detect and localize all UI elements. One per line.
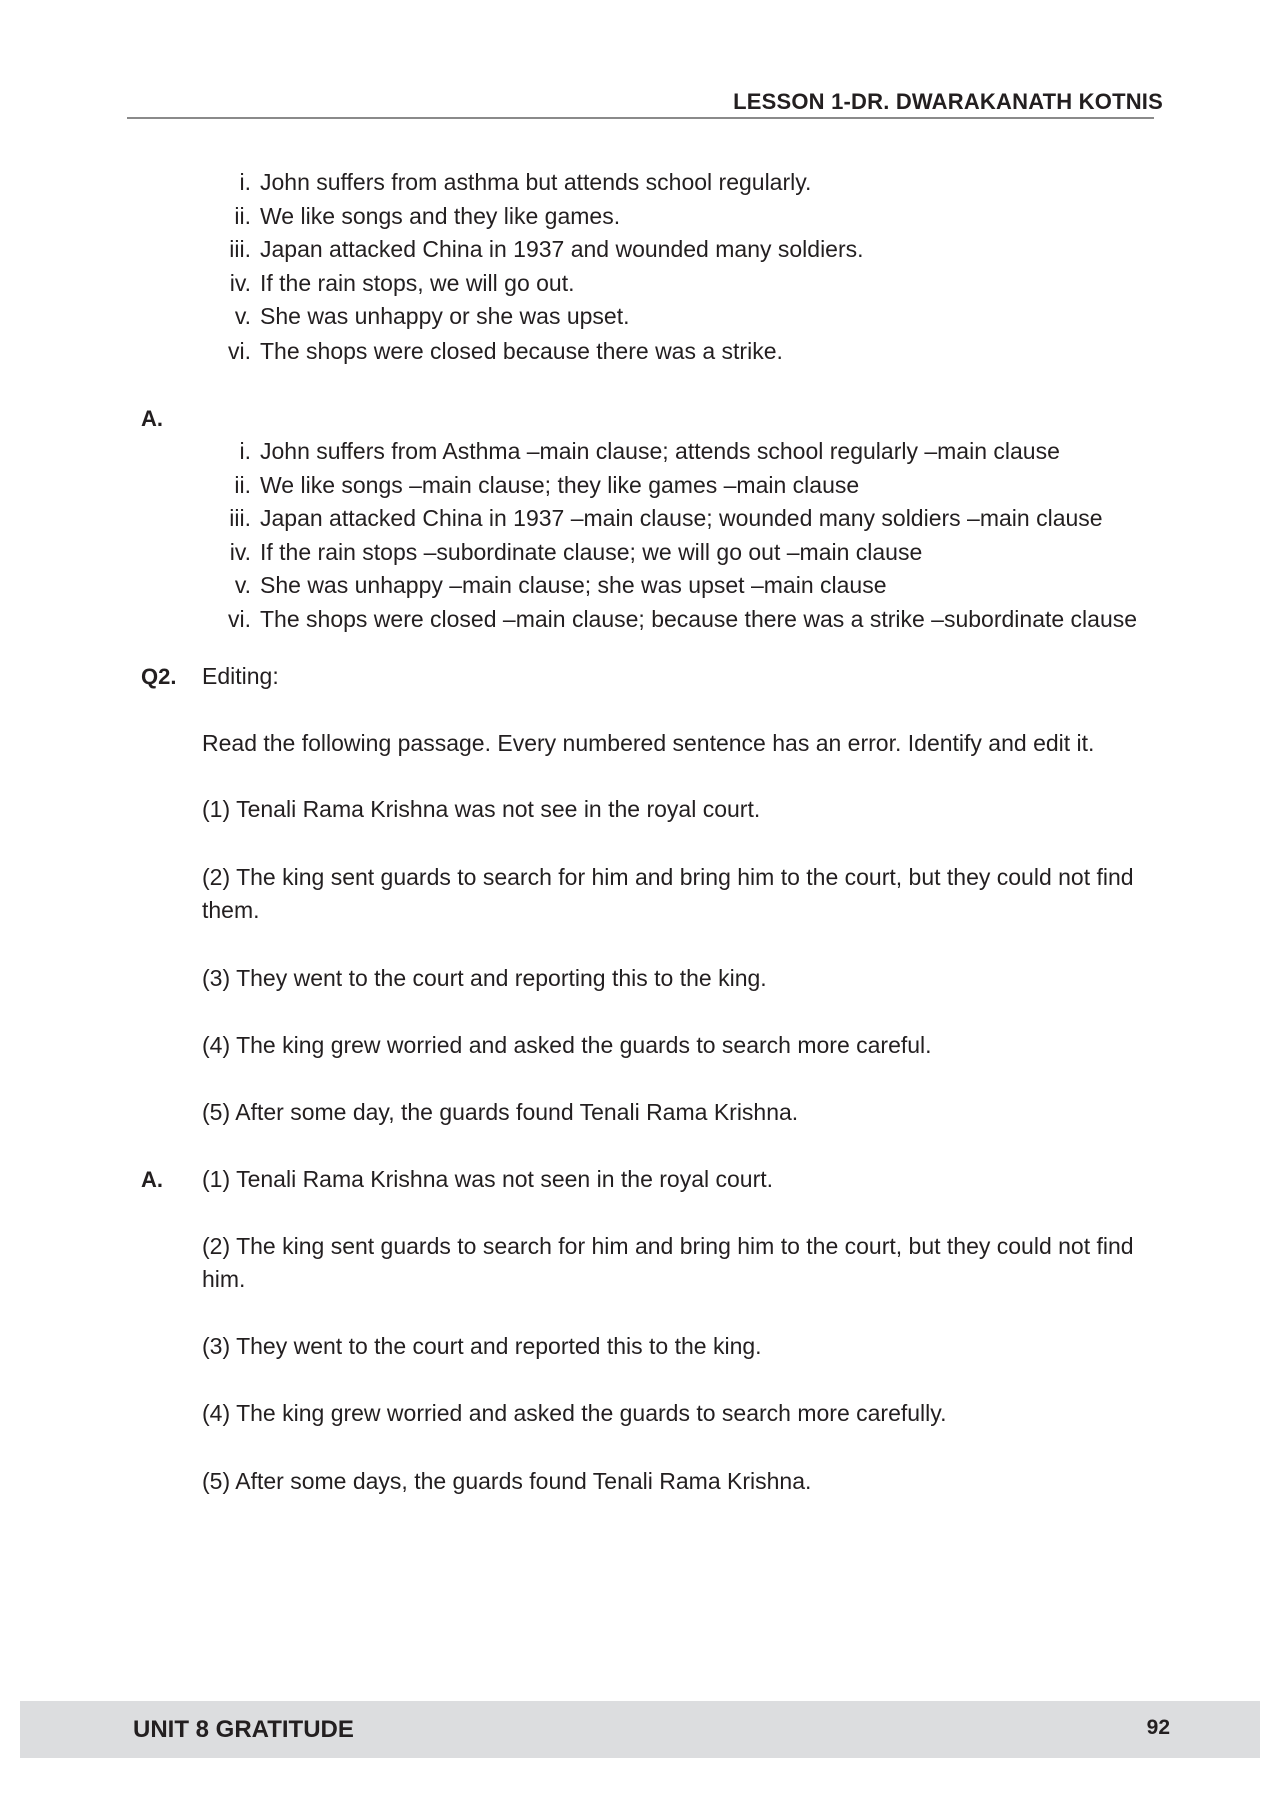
instruction: Read the following passage. Every numbered sentence has an error. Identify and edit it. xyxy=(202,730,1095,756)
list-item: Japan attacked China in 1937 and wounded many soldiers. xyxy=(260,236,864,262)
answer-line: (1) Tenali Rama Krishna was not seen in the royal court. xyxy=(202,1166,774,1192)
list-item: We like songs –main clause; they like games –main clause xyxy=(260,472,860,498)
answer-line: (3) They went to the court and reported this to the king. xyxy=(202,1333,762,1359)
list-number: vi. xyxy=(228,606,251,632)
question-label: Q2. xyxy=(141,664,177,689)
unit-title: UNIT 8 GRATITUDE xyxy=(133,1716,354,1743)
list-number: ii. xyxy=(234,472,251,498)
answer-label: A. xyxy=(141,406,163,431)
list-number: iii. xyxy=(229,236,251,262)
header-divider xyxy=(127,117,1154,119)
list-number: iv. xyxy=(229,539,251,565)
passage-line: them. xyxy=(202,897,260,923)
question-title: Editing: xyxy=(202,663,279,689)
list-item: John suffers from Asthma –main clause; attends school regularly –main clause xyxy=(260,438,1060,464)
page-footer xyxy=(20,1701,1260,1758)
passage-line: (5) After some day, the guards found Tenali Rama Krishna. xyxy=(202,1099,799,1125)
list-item: We like songs and they like games. xyxy=(260,203,621,229)
answer-line: him. xyxy=(202,1266,246,1292)
list-item: The shops were closed because there was a strike. xyxy=(260,338,783,364)
passage-line: (3) They went to the court and reporting this to the king. xyxy=(202,965,767,991)
passage-line: (1) Tenali Rama Krishna was not see in the royal court. xyxy=(202,796,761,822)
lesson-header: LESSON 1-DR. DWARAKANATH KOTNIS xyxy=(733,89,1163,114)
list-item: She was unhappy or she was upset. xyxy=(260,303,630,329)
list-item: The shops were closed –main clause; because there was a strike –subordinate clause xyxy=(260,606,1138,632)
list-number: ii. xyxy=(234,203,251,229)
list-item: If the rain stops, we will go out. xyxy=(260,270,575,296)
answer-label: A. xyxy=(141,1167,163,1192)
list-number: i. xyxy=(239,438,251,464)
list-number: vi. xyxy=(228,338,251,364)
list-number: i. xyxy=(239,169,251,195)
list-number: iii. xyxy=(229,505,251,531)
list-number: v. xyxy=(234,303,251,329)
answer-line: (5) After some days, the guards found Tenali Rama Krishna. xyxy=(202,1468,812,1494)
list-number: v. xyxy=(234,572,251,598)
passage-line: (2) The king sent guards to search for him and bring him to the court, but they could not find xyxy=(202,864,1134,890)
list-item: She was unhappy –main clause; she was upset –main clause xyxy=(260,572,887,598)
list-item: Japan attacked China in 1937 –main clause; wounded many soldiers –main clause xyxy=(260,505,1103,531)
list-item: If the rain stops –subordinate clause; we will go out –main clause xyxy=(260,539,923,565)
list-item: John suffers from asthma but attends school regularly. xyxy=(260,169,812,195)
answer-line: (4) The king grew worried and asked the guards to search more carefully. xyxy=(202,1400,947,1426)
answer-line: (2) The king sent guards to search for him and bring him to the court, but they could not find xyxy=(202,1233,1134,1259)
list-number: iv. xyxy=(229,270,251,296)
page-number: 92 xyxy=(1146,1716,1170,1739)
passage-line: (4) The king grew worried and asked the guards to search more careful. xyxy=(202,1032,932,1058)
